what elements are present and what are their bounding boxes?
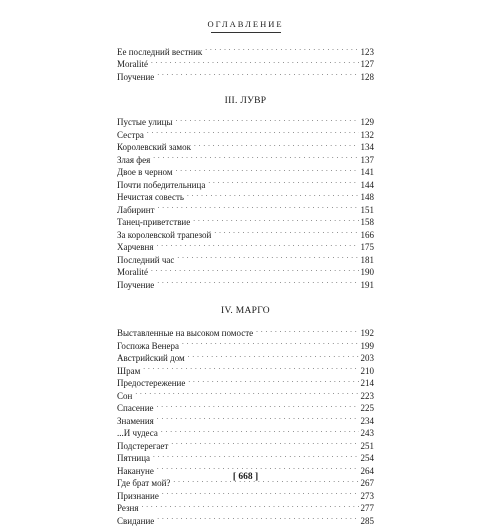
entry-title: Признание: [117, 490, 159, 503]
entry-page: 285: [361, 515, 375, 527]
dot-leader: [157, 67, 358, 80]
entry-title: Ее последний вестник: [117, 46, 202, 59]
entry-title: Свидание: [117, 515, 154, 527]
dot-leader: [193, 213, 358, 226]
entry-page: 214: [361, 377, 375, 390]
entry-title: Лабиринт: [117, 204, 155, 217]
dot-leader: [208, 175, 358, 188]
dot-leader: [153, 150, 358, 163]
entry-page: 192: [361, 327, 375, 340]
toc-entry: [117, 263, 374, 276]
toc-entry: [117, 113, 374, 126]
dot-leader: [176, 163, 359, 176]
entry-page: 273: [361, 490, 375, 503]
entry-page: 148: [361, 191, 375, 204]
dot-leader: [188, 374, 358, 387]
entry-title: Нечистая совесть: [117, 191, 184, 204]
entry-title: Пятница: [117, 452, 150, 465]
entry-title: За королевской трапезой: [117, 229, 211, 242]
entry-page: 190: [361, 266, 375, 279]
dot-leader: [151, 263, 359, 276]
toc-entry: [117, 125, 374, 138]
entry-page: 251: [361, 440, 375, 453]
entry-title: Австрийский дом: [117, 352, 185, 365]
entry-page: 129: [361, 116, 375, 129]
entry-page: 264: [361, 465, 375, 478]
entry-title: Пустые улицы: [117, 116, 173, 129]
dot-leader: [135, 386, 358, 399]
entry-title: Где брат мой?: [117, 477, 170, 490]
toc-entry: [117, 213, 374, 226]
dot-leader: [143, 361, 358, 374]
entry-page: 151: [361, 204, 375, 217]
dot-leader: [157, 399, 359, 412]
entry-page: 203: [361, 352, 375, 365]
running-head: ОГЛАВЛЕНИЕ: [117, 18, 374, 30]
entry-title: Moralité: [117, 266, 148, 279]
top-entries: [117, 42, 374, 80]
dot-leader: [256, 324, 358, 337]
entry-page: 144: [361, 179, 375, 192]
toc-entry: [117, 42, 374, 55]
entry-title: Спасение: [117, 402, 154, 415]
entry-page: 141: [361, 166, 375, 179]
dot-leader: [194, 138, 359, 151]
entry-title: ...И чудеса: [117, 427, 158, 440]
entry-title: Накануне: [117, 465, 154, 478]
entry-page: 267: [361, 477, 375, 490]
entry-page: 158: [361, 216, 375, 229]
dot-leader: [177, 250, 358, 263]
dot-leader: [182, 336, 359, 349]
dot-leader: [158, 200, 359, 213]
page-number: [ 668 ]: [117, 471, 374, 483]
toc-entry: [117, 150, 374, 163]
entry-title: Королевский замок: [117, 141, 191, 154]
entry-title: Предостережение: [117, 377, 185, 390]
toc-entry: [117, 424, 374, 437]
dot-leader: [205, 42, 358, 55]
entry-page: 137: [361, 154, 375, 167]
running-head-rule: [211, 32, 281, 33]
toc-entry: [117, 324, 374, 337]
entry-title: Последний час: [117, 254, 174, 267]
entry-title: Поучение: [117, 71, 154, 84]
entry-page: 234: [361, 415, 375, 428]
entry-page: 243: [361, 427, 375, 440]
toc-entry: [117, 411, 374, 424]
entry-title: Шрам: [117, 365, 140, 378]
toc-entry: [117, 275, 374, 288]
entry-title: Почти победительница: [117, 179, 205, 192]
entry-title: Сестра: [117, 129, 144, 142]
entry-page: 210: [361, 365, 375, 378]
dot-leader: [161, 424, 359, 437]
toc-entry: [117, 238, 374, 251]
entry-page: 225: [361, 402, 375, 415]
entry-page: 175: [361, 241, 375, 254]
dot-leader: [214, 225, 358, 238]
dot-leader: [188, 349, 359, 362]
entry-title: Танец-приветствие: [117, 216, 190, 229]
entry-page: 199: [361, 340, 375, 353]
entry-title: Подстерегает: [117, 440, 168, 453]
entry-page: 127: [361, 58, 375, 71]
toc-entry: [117, 386, 374, 399]
section-title-margo: IV. МАРГО: [117, 305, 374, 317]
entry-page: 166: [361, 229, 375, 242]
toc-entry: [117, 138, 374, 151]
dot-leader: [162, 486, 359, 499]
toc-entry: [117, 449, 374, 462]
entry-title: Сон: [117, 390, 132, 403]
entry-title: Поучение: [117, 279, 154, 292]
dot-leader: [153, 449, 358, 462]
entry-title: Злая фея: [117, 154, 150, 167]
entry-page: 128: [361, 71, 375, 84]
entry-title: Двое в черном: [117, 166, 173, 179]
toc-entry: [117, 399, 374, 412]
dot-leader: [157, 238, 359, 251]
entry-title: Госпожа Венера: [117, 340, 179, 353]
toc-entry: [117, 250, 374, 263]
entry-page: 181: [361, 254, 375, 267]
entry-title: Moralité: [117, 58, 148, 71]
entry-title: Харчевня: [117, 241, 154, 254]
entry-page: 134: [361, 141, 375, 154]
entry-page: 223: [361, 390, 375, 403]
section-title-louvre: III. ЛУВР: [117, 95, 374, 107]
entry-page: 123: [361, 46, 375, 59]
dot-leader: [157, 411, 359, 424]
entry-page: 254: [361, 452, 375, 465]
entry-title: Знамения: [117, 415, 154, 428]
dot-leader: [176, 113, 359, 126]
section3-entries: [117, 113, 374, 288]
toc-entry: [117, 55, 374, 68]
dot-leader: [171, 436, 358, 449]
toc-entry: [117, 67, 374, 80]
toc-entry: [117, 163, 374, 176]
dot-leader: [151, 55, 359, 68]
entry-title: Резня: [117, 502, 139, 515]
dot-leader: [142, 499, 359, 512]
toc-entry: [117, 361, 374, 374]
entry-title: Выставленные на высоком помосте: [117, 327, 253, 340]
toc-entry: [117, 374, 374, 387]
entry-page: 277: [361, 502, 375, 515]
dot-leader: [147, 125, 359, 138]
dot-leader: [157, 511, 358, 524]
dot-leader: [157, 275, 358, 288]
entry-page: 132: [361, 129, 375, 142]
entry-page: 191: [361, 279, 375, 292]
toc-page: [117, 18, 374, 488]
dot-leader: [187, 188, 359, 201]
section4-entries: [117, 324, 374, 524]
toc-entry: [117, 499, 374, 512]
toc-entry: [117, 511, 374, 524]
